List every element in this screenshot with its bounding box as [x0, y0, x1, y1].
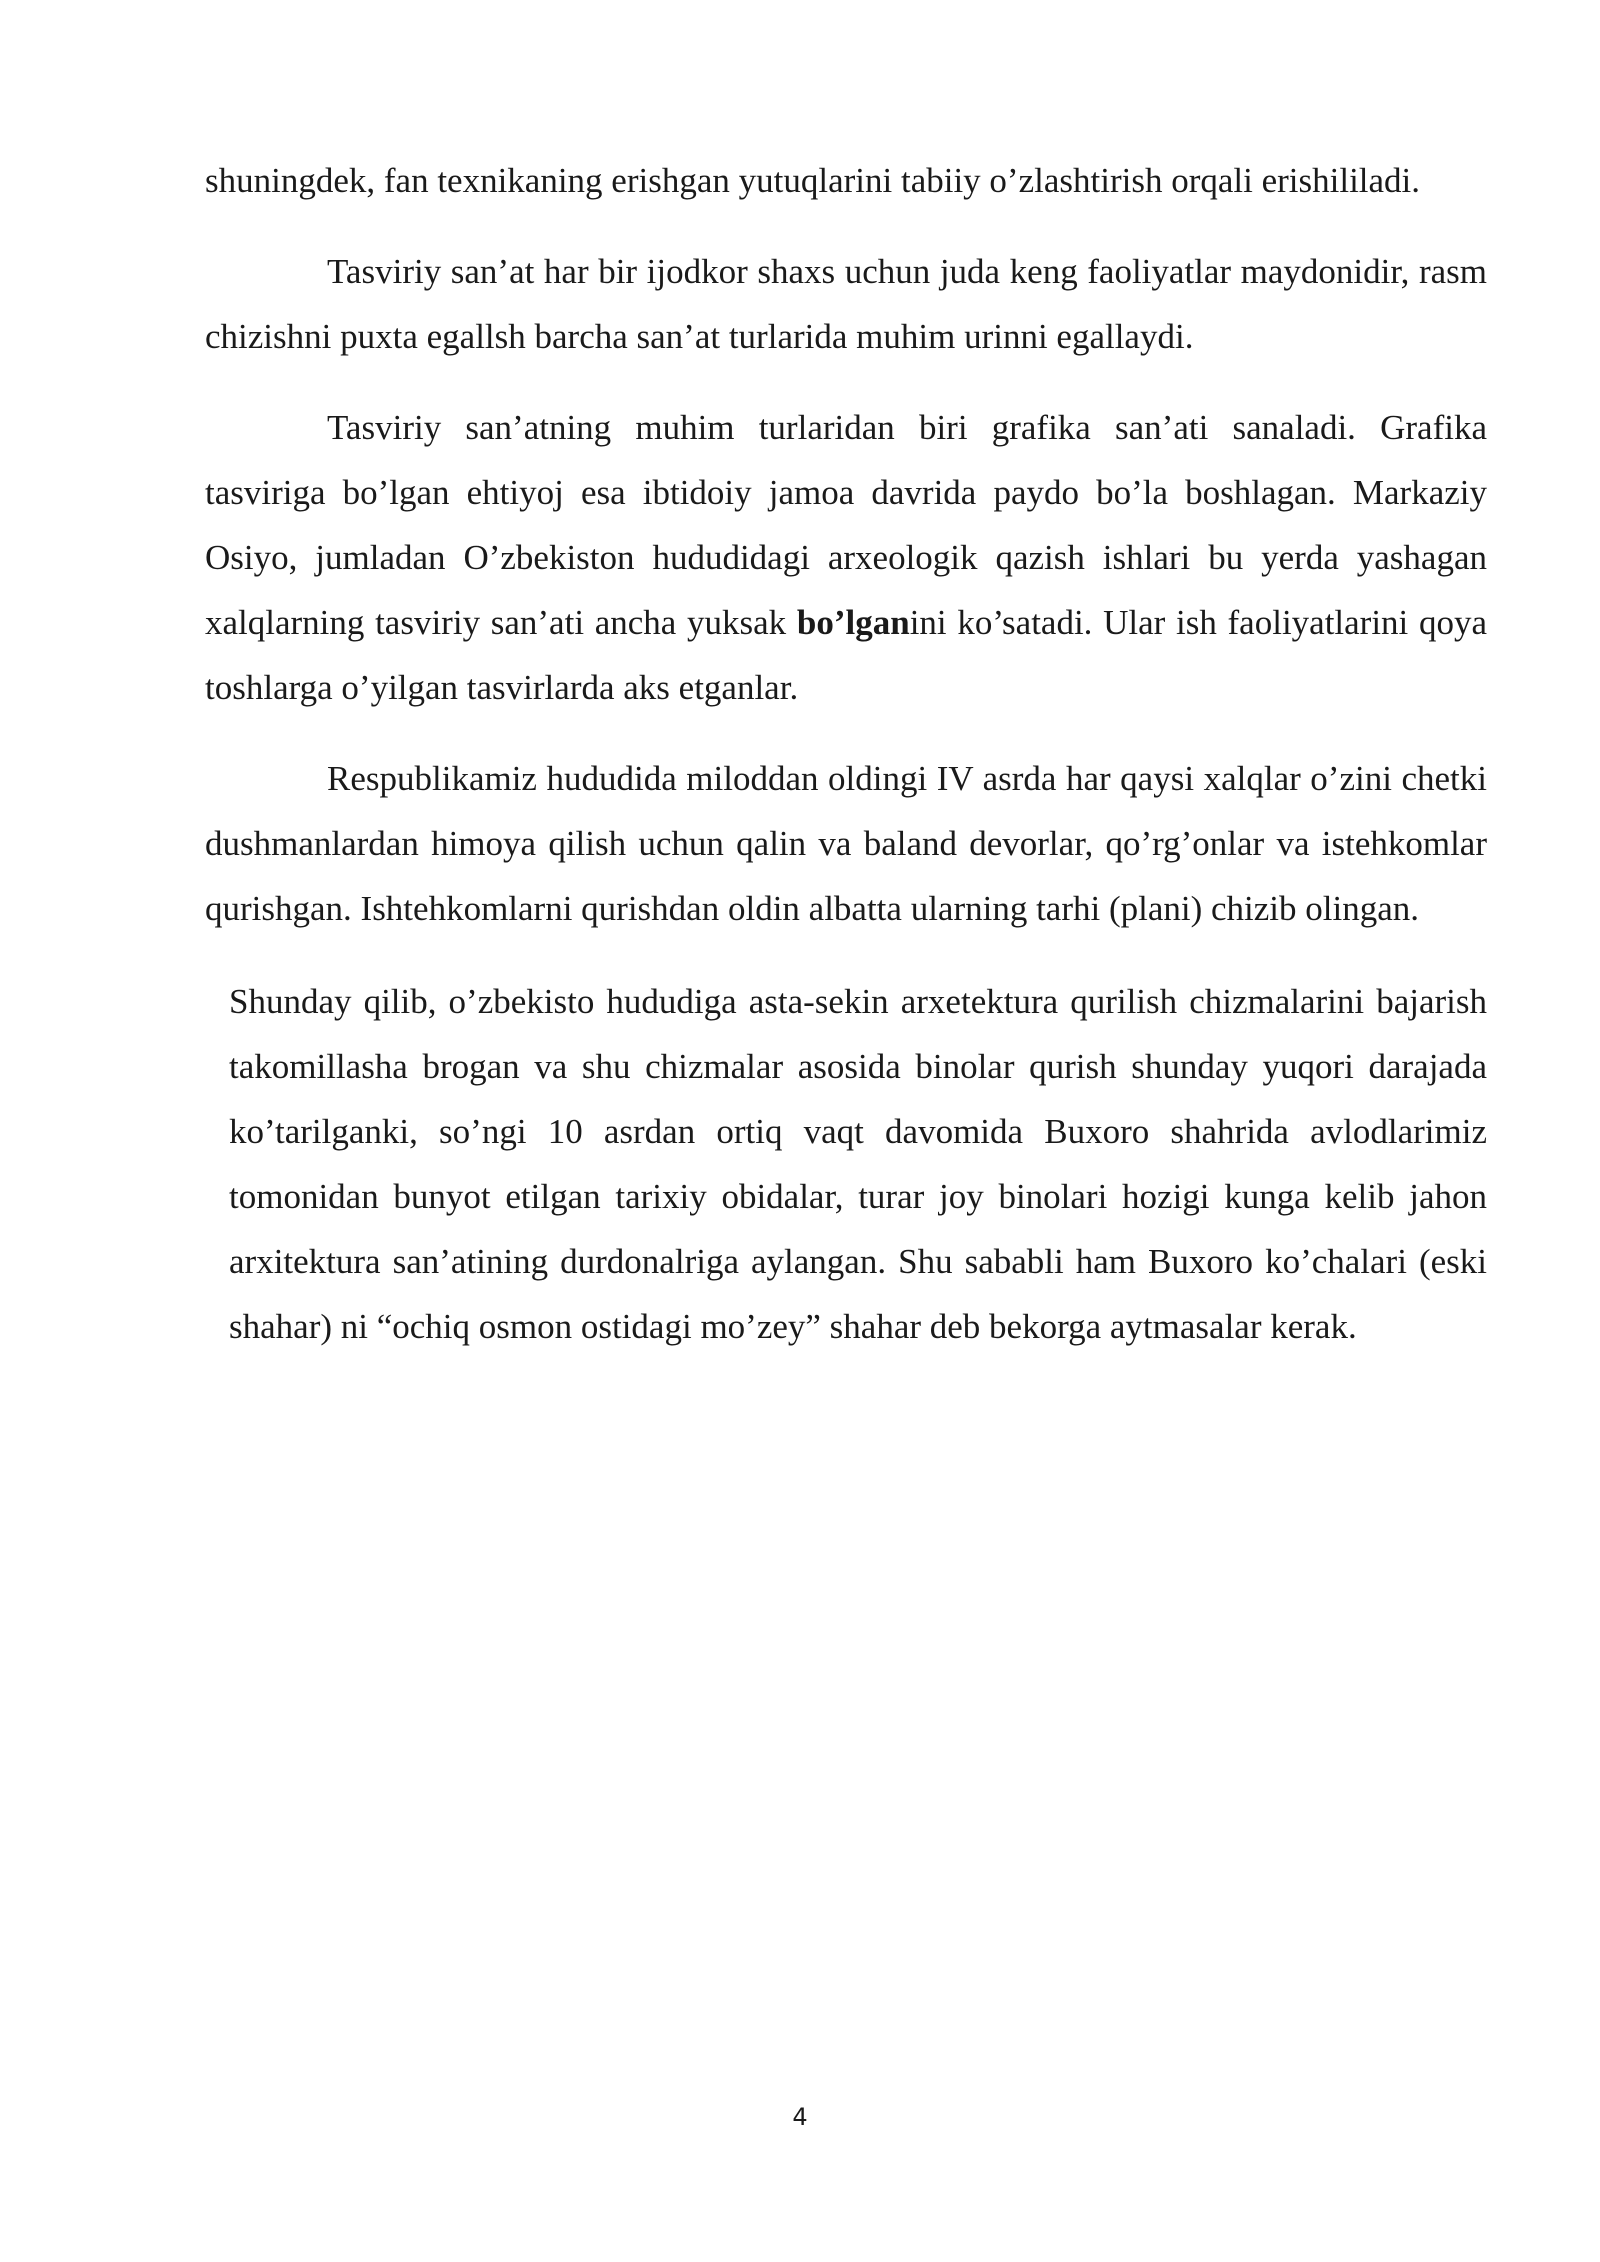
- paragraph-grafika: [205, 395, 1487, 720]
- paragraph-grafika-text-end: ini ko’satadi. Ular ish faoliyatlarini qoya toshlarga o’yilgan tasvirlarda aks etganlar.: [205, 603, 1488, 707]
- paragraph-tasviriy-sanat: Tasviriy san’at har bir ijodkor shaxs uchun juda keng faoliyatlar maydonidir, rasm chizishni puxta egallsh barcha san’at turlarida muhim urinni egallaydi.: [205, 252, 1487, 356]
- bold-word: bo’lgan: [796, 603, 910, 642]
- paragraph-shunday-qilib: Shunday qilib, o’zbekisto hududiga asta-sekin arxetektura qurilish chizmalarini bajarish takomillasha brogan va shu chizmalar asosida binolar qurish shunday yuqori darajada ko’tarilganki, so’ngi 10 asrdan ortiq vaqt davomida Buxoro shahrida avlodlarimiz tomonidan bunyot etilgan tarixiy obidalar, turar joy binolari hozigi kunga kelib jahon arxitektura san’atining durdonalriga aylangan. Shu sababli ham Buxoro ko’chalari (eski shahar) ni “ochiq osmon ostidagi mo’zey” shahar deb bekorga aytmasalar kerak.: [229, 982, 1487, 1346]
- paragraph-respublikamiz: Respublikamiz hududida miloddan oldingi IV asrda har qaysi xalqlar o’zini chetki dushmanlardan himoya qilish uchun qalin va baland devorlar, qo’rg’onlar va istehkomlar qurishgan. Ishtehkomlarni qurishdan oldin albatta ularning tarhi (plani) chizib olingan.: [205, 759, 1487, 928]
- page-number: 4: [792, 2103, 808, 2131]
- body-text: [205, 148, 1487, 1385]
- paragraph-continuation: shuningdek, fan texnikaning erishgan yutuqlarini tabiiy o’zlashtirish orqali erishililadi.: [205, 161, 1421, 200]
- paragraph-grafika-text-start: Tasviriy san’atning muhim turlaridan biri grafika san’ati sanaladi. Grafika tasviriga bo’lgan ehtiyoj esa ibtidoiy jamoa davrida paydo bo’la boshlagan. Markaziy Osiyo, jumladan O’zbekiston hududidagi arxeologik qazish ishlari bu yerda yashagan xalqlarning tasviriy san’ati ancha yuksak: [205, 408, 1487, 642]
